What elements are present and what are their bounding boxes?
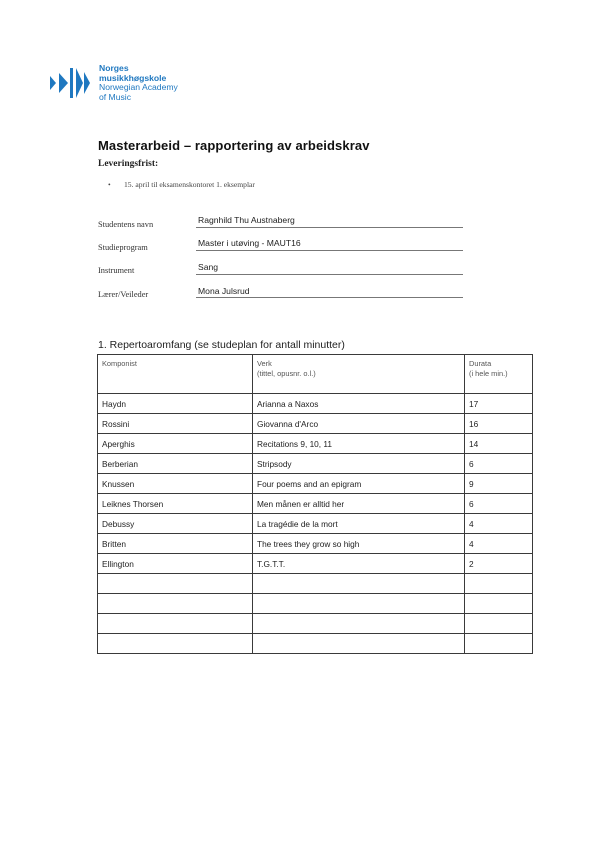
table-row — [98, 494, 533, 514]
work-cell: Giovanna d'Arco — [253, 414, 465, 434]
work-cell — [253, 614, 465, 634]
logo-text — [99, 64, 178, 102]
table-row — [98, 414, 533, 434]
work-cell: Stripsody — [253, 454, 465, 474]
instrument-label: Instrument — [98, 266, 135, 275]
work-cell — [253, 594, 465, 614]
work-cell: Four poems and an epigram — [253, 474, 465, 494]
duration-header: Durata (i hele min.) — [465, 355, 533, 394]
instrument-line — [196, 274, 463, 275]
work-cell: Arianna a Naxos — [253, 394, 465, 414]
composer-cell: Berberian — [98, 454, 253, 474]
deadline-label: Leveringsfrist: — [98, 159, 159, 169]
logo-line: Norwegian Academy — [99, 82, 178, 93]
bullet-icon: • — [108, 180, 111, 189]
work-cell: Men månen er alltid her — [253, 494, 465, 514]
work-cell: T.G.T.T. — [253, 554, 465, 574]
instrument-value: Sang — [198, 262, 219, 272]
duration-cell — [465, 574, 533, 594]
student-name-value: Ragnhild Thu Austnaberg — [198, 215, 295, 225]
duration-cell — [465, 634, 533, 654]
table-row — [98, 454, 533, 474]
composer-cell: Rossini — [98, 414, 253, 434]
student-name-line — [196, 227, 463, 228]
table-row-empty — [98, 614, 533, 634]
composer-cell — [98, 594, 253, 614]
logo-line: Norges — [99, 63, 129, 73]
composer-cell: Knussen — [98, 474, 253, 494]
table-row — [98, 434, 533, 454]
composer-cell: Ellington — [98, 554, 253, 574]
repertoire-section-title: 1. Repertoaromfang (se studeplan for antall minutter) — [98, 339, 345, 351]
table-row-empty — [98, 574, 533, 594]
duration-cell — [465, 614, 533, 634]
composer-cell: Aperghis — [98, 434, 253, 454]
table-row — [98, 394, 533, 414]
duration-cell: 4 — [465, 514, 533, 534]
composer-header: Komponist — [98, 355, 253, 394]
table-row — [98, 474, 533, 494]
composer-cell: Leiknes Thorsen — [98, 494, 253, 514]
deadline-text: 15. april til eksamenskontoret 1. eksemplar — [124, 180, 255, 189]
work-cell: La tragédie de la mort — [253, 514, 465, 534]
teacher-label: Lærer/Veileder — [98, 290, 149, 299]
nmh-logo-icon — [50, 64, 92, 102]
duration-cell: 4 — [465, 534, 533, 554]
teacher-value: Mona Julsrud — [198, 286, 250, 296]
work-cell — [253, 574, 465, 594]
study-program-value: Master i utøving - MAUT16 — [198, 238, 301, 248]
duration-cell: 16 — [465, 414, 533, 434]
table-row — [98, 554, 533, 574]
work-cell: Recitations 9, 10, 11 — [253, 434, 465, 454]
table-header-row — [98, 355, 533, 394]
student-name-label: Studentens navn — [98, 220, 154, 229]
duration-cell: 17 — [465, 394, 533, 414]
table-row — [98, 534, 533, 554]
composer-cell: Debussy — [98, 514, 253, 534]
work-cell: The trees they grow so high — [253, 534, 465, 554]
repertoire-table — [97, 354, 533, 654]
logo-line: of Music — [99, 91, 131, 102]
study-program-label: Studieprogram — [98, 243, 148, 252]
logo-line: musikkhøgskole — [99, 72, 167, 83]
table-row — [98, 514, 533, 534]
composer-cell: Haydn — [98, 394, 253, 414]
study-program-line — [196, 250, 463, 251]
composer-cell — [98, 614, 253, 634]
composer-cell — [98, 574, 253, 594]
page-title: Masterarbeid – rapportering av arbeidskrav — [98, 138, 370, 153]
table-row-empty — [98, 594, 533, 614]
deadline-item — [108, 180, 255, 189]
duration-cell: 6 — [465, 494, 533, 514]
duration-cell: 9 — [465, 474, 533, 494]
duration-cell — [465, 594, 533, 614]
composer-cell: Britten — [98, 534, 253, 554]
table-row-empty — [98, 634, 533, 654]
duration-cell: 14 — [465, 434, 533, 454]
work-cell — [253, 634, 465, 654]
teacher-line — [196, 297, 463, 298]
composer-cell — [98, 634, 253, 654]
duration-cell: 6 — [465, 454, 533, 474]
work-header: Verk (tittel, opusnr. o.l.) — [253, 355, 465, 394]
duration-cell: 2 — [465, 554, 533, 574]
